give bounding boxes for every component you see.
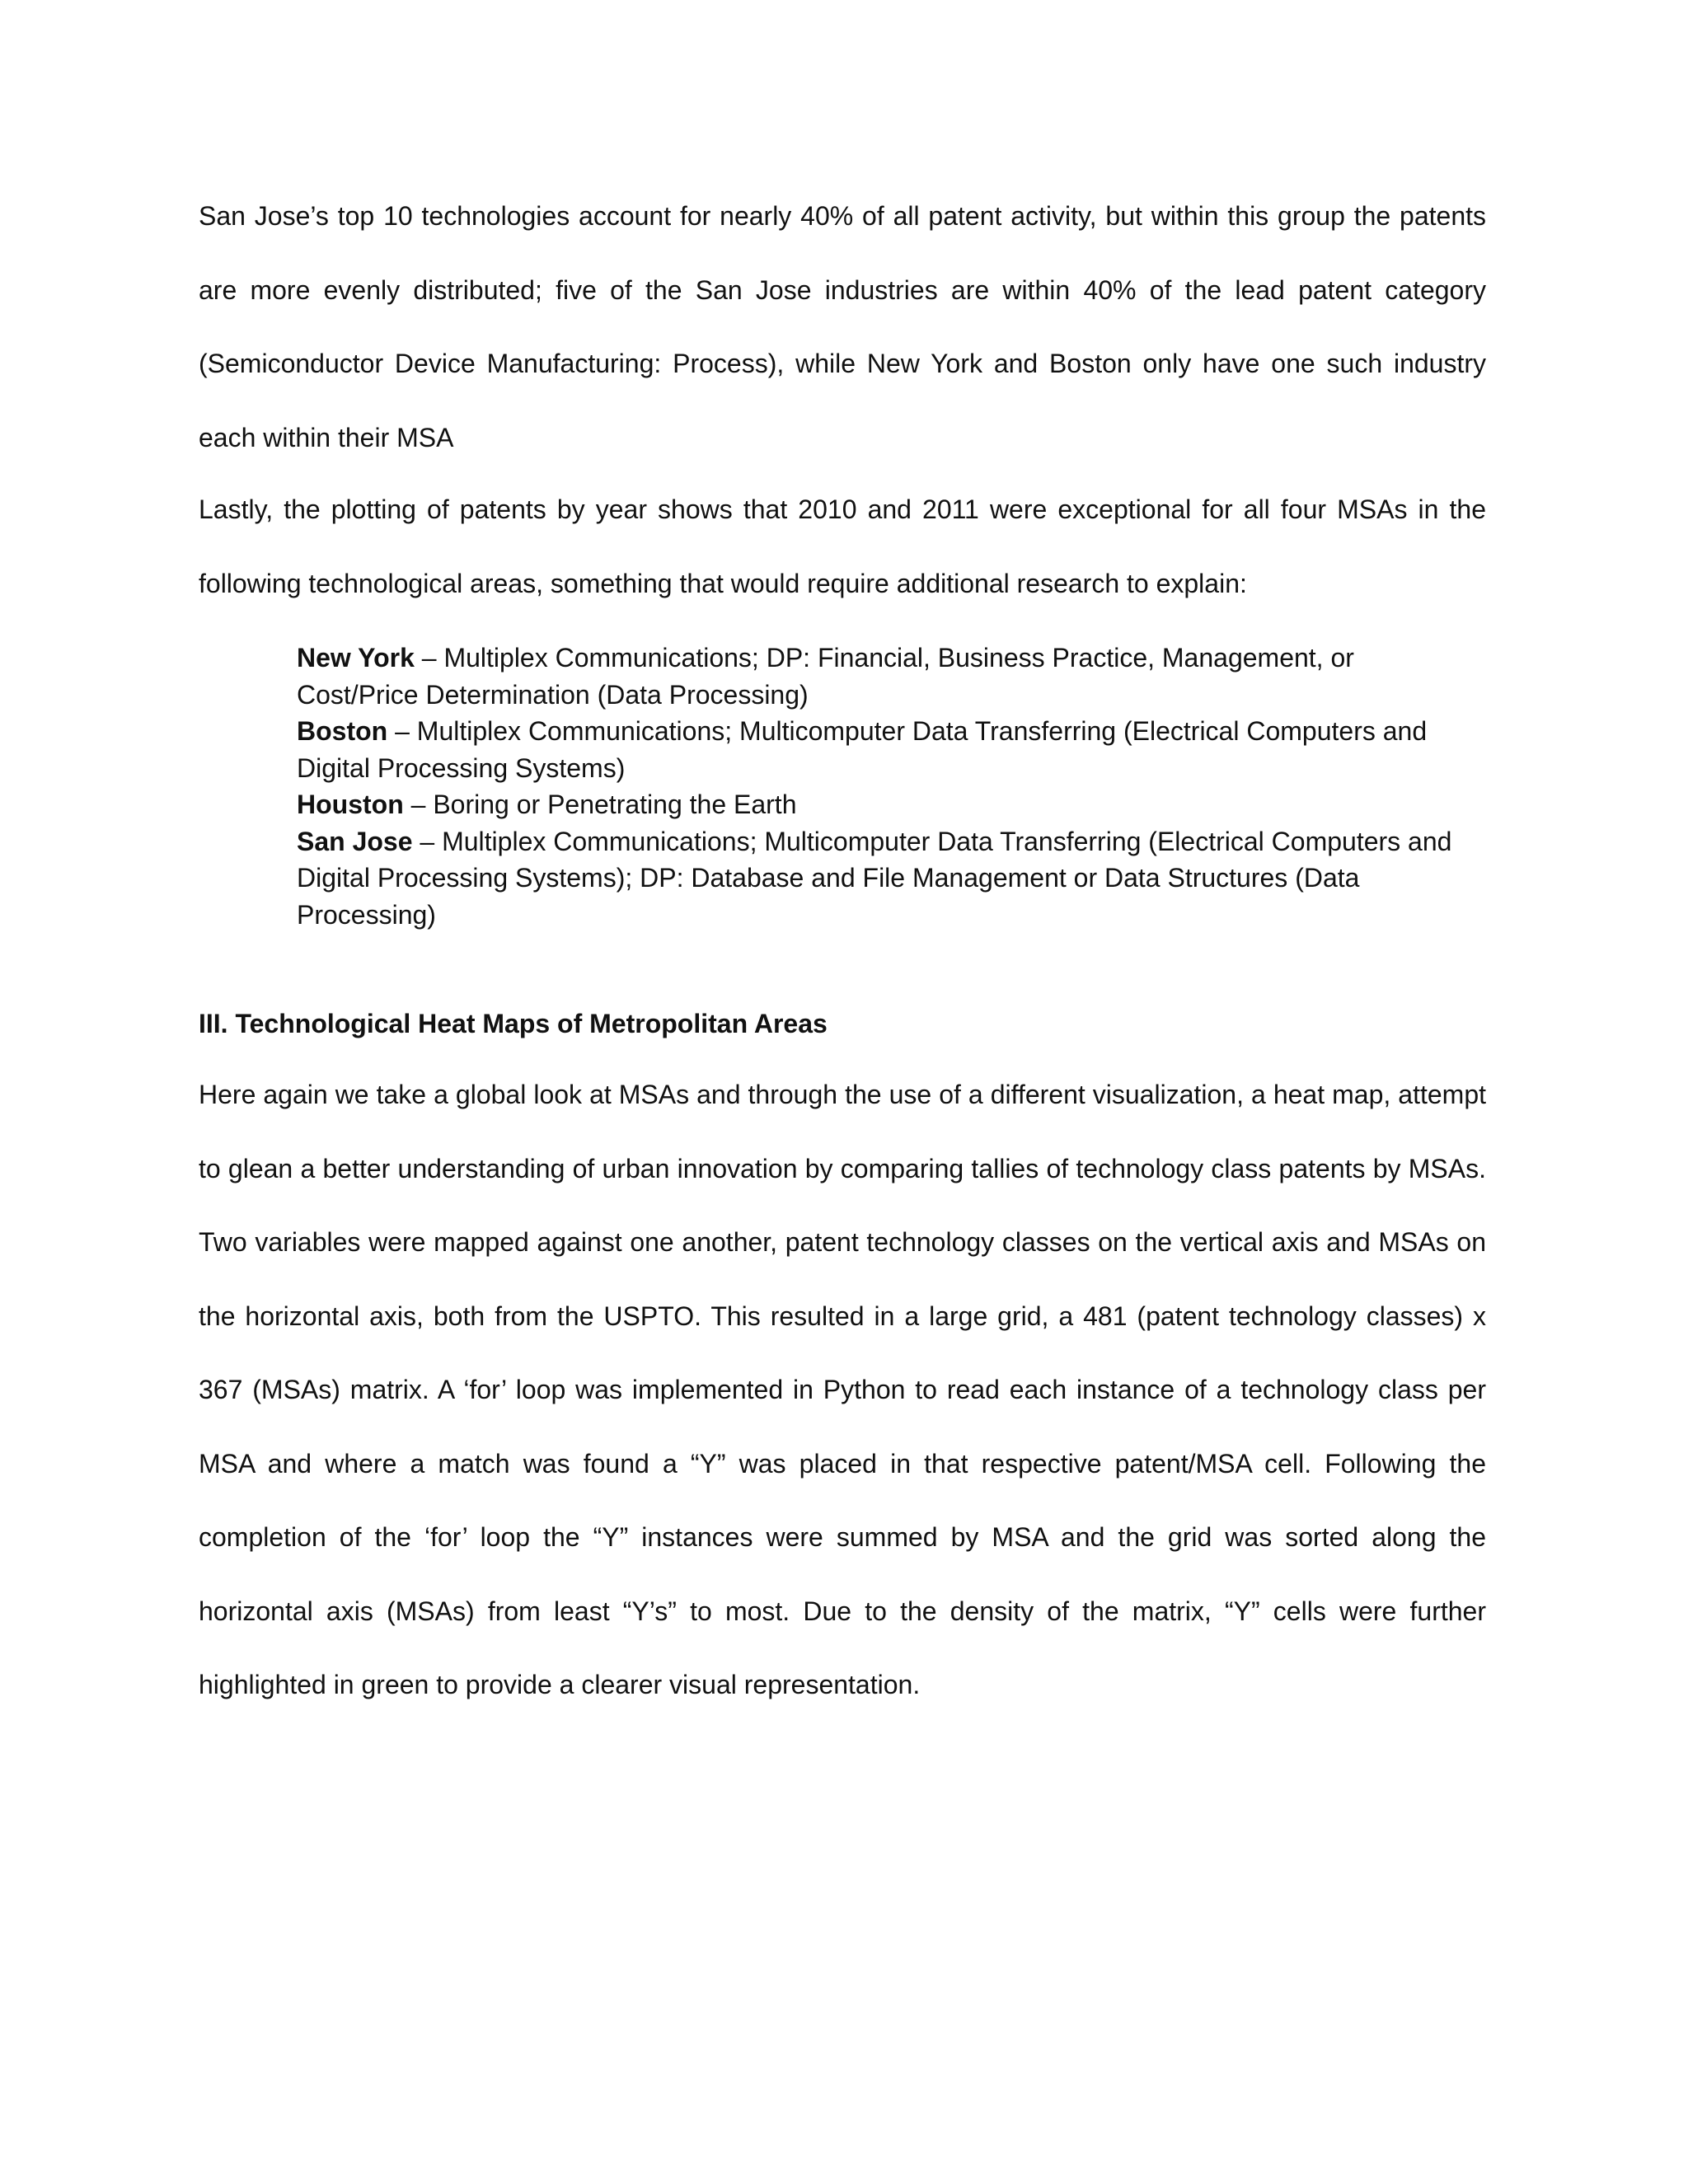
list-item-separator: – [387, 716, 417, 746]
list-item-san-jose [297, 823, 1467, 934]
list-item-houston [297, 786, 1467, 823]
list-item-key: New York [297, 643, 415, 673]
list-item-key: San Jose [297, 826, 413, 856]
list-item-text: Boring or Penetrating the Earth [433, 790, 797, 819]
list-item-text: Multiplex Communications; Multicomputer Data Transferring (Electrical Computers and Digital Processing Systems); DP: Database and File Management or Data Structures (Data Processing) [297, 826, 1452, 930]
list-item-key: Houston [297, 790, 404, 819]
paragraph-heat-map-method: Here again we take a global look at MSAs and through the use of a different visualization, a heat map, attempt to glean a better understanding of urban innovation by comparing tallies of technology class patents by MSAs. Two variables were mapped against one another, patent technology classes on the vertical axis and MSAs on the horizontal axis, both from the USPTO. This resulted in a large grid, a 481 (patent technology classes) x 367 (MSAs) matrix. A ‘for’ loop was implemented in Python to read each instance of a technology class per MSA and where a match was found a “Y” was placed in that respective patent/MSA cell. Following the completion of the ‘for’ loop the “Y” instances were summed by MSA and the grid was sorted along the horizontal axis (MSAs) from least “Y’s” to most. Due to the density of the matrix, “Y” cells were further highlighted in green to provide a clearer visual representation. [199, 1080, 1486, 1699]
list-item-boston [297, 713, 1467, 786]
list-item-text: Multiplex Communications; Multicomputer Data Transferring (Electrical Computers and Digital Processing Systems) [297, 716, 1428, 783]
msa-technology-list [297, 640, 1467, 933]
list-item-separator: – [414, 643, 444, 673]
list-item-key: Boston [297, 716, 388, 746]
section-heading: III. Technological Heat Maps of Metropolitan Areas [199, 1009, 828, 1038]
paragraph-san-jose-summary: San Jose’s top 10 technologies account for nearly 40% of all patent activity, but within this group the patents are more evenly distributed; five of the San Jose industries are within 40% of the lead patent category (Semiconductor Device Manufacturing: Process), while New York and Boston only have one such industry each within their MSA [199, 201, 1486, 452]
list-item-text: Multiplex Communications; DP: Financial, Business Practice, Management, or Cost/Price Determination (Data Processing) [297, 643, 1354, 710]
list-item-separator: – [412, 826, 443, 856]
list-item-separator: – [403, 790, 434, 819]
paragraph-patents-by-year: Lastly, the plotting of patents by year shows that 2010 and 2011 were exceptional for all four MSAs in the following technological areas, something that would require additional research to explain: [199, 494, 1486, 598]
list-item-new-york [297, 640, 1467, 713]
